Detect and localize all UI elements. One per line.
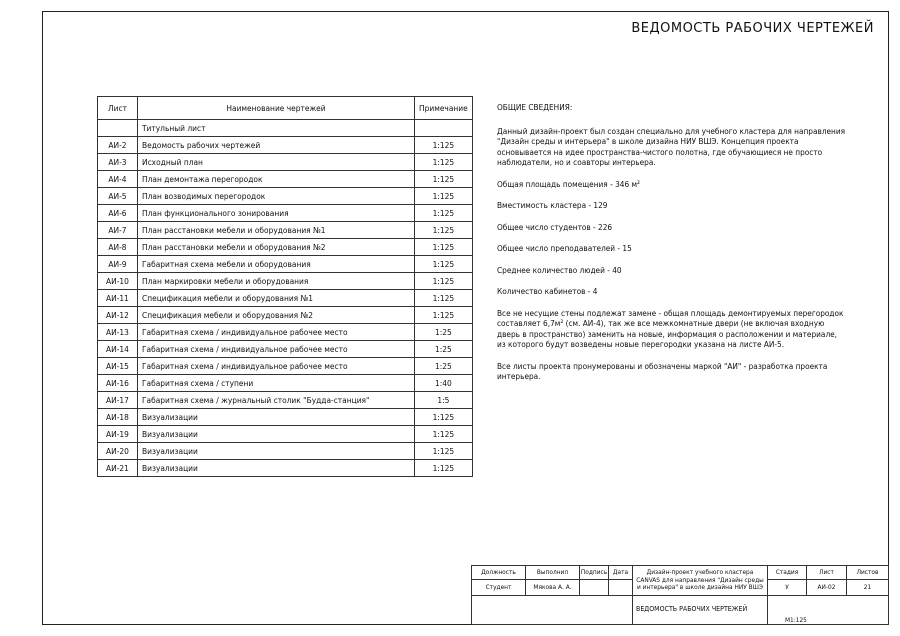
row-sheet: АИ-17 xyxy=(98,392,138,409)
sheet-title: ВЕДОМОСТЬ РАБОЧИХ ЧЕРТЕЖЕЙ xyxy=(631,21,874,36)
general-area: Общая площадь помещения - 346 м² xyxy=(497,178,640,189)
row-note: 1:125 xyxy=(415,137,473,154)
row-name: План демонтажа перегородок xyxy=(138,171,415,188)
row-name: Визуализации xyxy=(138,460,415,477)
row-note: 1:125 xyxy=(415,290,473,307)
general-walls: Все не несущие стены подлежат замене - общая площадь демонтируемых перегородок составляет 6,7м² (см. АИ-4), так же все межкомнатные двери (не включая входную дверь в пространство) заменить на новые, информация о расположении и материале, из которого будут возведены новые перегородки указана на листе АИ-5. xyxy=(497,307,844,349)
row-note: 1:125 xyxy=(415,426,473,443)
row-note: 1:5 xyxy=(415,392,473,409)
row-sheet: АИ-10 xyxy=(98,273,138,290)
tb-signature xyxy=(579,579,609,596)
table-row xyxy=(98,324,473,341)
row-sheet: АИ-20 xyxy=(98,443,138,460)
row-note: 1:125 xyxy=(415,222,473,239)
header-sheet: Лист xyxy=(98,97,138,120)
row-note: 1:25 xyxy=(415,341,473,358)
row-sheet: АИ-15 xyxy=(98,358,138,375)
row-sheet: АИ-3 xyxy=(98,154,138,171)
table-row xyxy=(98,273,473,290)
row-name: Габаритная схема / журнальный столик "Будда-станция" xyxy=(138,392,415,409)
row-note: 1:125 xyxy=(415,443,473,460)
row-name: Габаритная схема / индивидуальное рабочее место xyxy=(138,324,415,341)
row-note: 1:40 xyxy=(415,375,473,392)
row-note: 1:125 xyxy=(415,239,473,256)
row-name: Габаритная схема / индивидуальное рабочее место xyxy=(138,341,415,358)
table-row xyxy=(98,443,473,460)
header-note: Примечание xyxy=(415,97,473,120)
tb-sheet-header: Лист xyxy=(806,565,847,580)
tb-date-header: Дата xyxy=(608,565,633,580)
row-sheet: АИ-18 xyxy=(98,409,138,426)
table-body xyxy=(98,120,473,477)
tb-scale: М1:125 xyxy=(785,616,807,624)
row-sheet: АИ-11 xyxy=(98,290,138,307)
row-name: Визуализации xyxy=(138,426,415,443)
table-row xyxy=(98,154,473,171)
tb-date xyxy=(608,579,633,596)
row-sheet: АИ-16 xyxy=(98,375,138,392)
general-capacity: Вместимость кластера - 129 xyxy=(497,200,608,210)
tb-sheet: АИ-02 xyxy=(806,579,847,596)
table-row xyxy=(98,205,473,222)
row-name: План возводимых перегородок xyxy=(138,188,415,205)
row-sheet: АИ-2 xyxy=(98,137,138,154)
row-sheet: АИ-7 xyxy=(98,222,138,239)
tb-doc-title: ВЕДОМОСТЬ РАБОЧИХ ЧЕРТЕЖЕЙ xyxy=(632,595,768,625)
general-marking: Все листы проекта пронумерованы и обозначены маркой "АИ" - разработка проекта интерьера. xyxy=(497,360,828,381)
row-note: 1:125 xyxy=(415,307,473,324)
row-name: План маркировки мебели и оборудования xyxy=(138,273,415,290)
row-name: Исходный план xyxy=(138,154,415,171)
general-header: ОБЩИЕ СВЕДЕНИЯ: xyxy=(497,102,573,112)
table-row xyxy=(98,409,473,426)
table-row xyxy=(98,137,473,154)
row-name: Титульный лист xyxy=(138,120,415,137)
row-name: Габаритная схема мебели и оборудования xyxy=(138,256,415,273)
row-name: Спецификация мебели и оборудования №2 xyxy=(138,307,415,324)
row-note: 1:125 xyxy=(415,409,473,426)
row-note xyxy=(415,120,473,137)
row-name: План функционального зонирования xyxy=(138,205,415,222)
table-row xyxy=(98,171,473,188)
table-row xyxy=(98,460,473,477)
row-sheet: АИ-6 xyxy=(98,205,138,222)
row-note: 1:25 xyxy=(415,358,473,375)
row-name: Габаритная схема / ступени xyxy=(138,375,415,392)
tb-executed-header: Выполнил xyxy=(525,565,580,580)
title-block xyxy=(471,565,889,625)
table-row xyxy=(98,307,473,324)
tb-project: Дизайн-проект учебного кластера CANVAS для направления "Дизайн среды и интерьера" в школе дизайна НИУ ВШЭ xyxy=(632,565,768,596)
row-note: 1:125 xyxy=(415,256,473,273)
tb-signature-header: Подпись xyxy=(579,565,609,580)
row-note: 1:125 xyxy=(415,171,473,188)
tb-role: Студент xyxy=(471,579,526,596)
tb-executed: Мякова А. А. xyxy=(525,579,580,596)
drawings-table xyxy=(97,96,473,477)
row-note: 1:125 xyxy=(415,460,473,477)
row-name: Визуализации xyxy=(138,409,415,426)
table-row xyxy=(98,188,473,205)
general-intro: Данный дизайн-проект был создан специально для учебного кластера для направления "Дизайн среды и интерьера" в школе дизайна НИУ ВШЭ. Концепция проекта основывается на идее пространства-чистого полотна, где обучающиеся не просто наблюдатели, но и соавторы интерьера. xyxy=(497,125,846,167)
table-row xyxy=(98,426,473,443)
general-teachers: Общее число преподавателей - 15 xyxy=(497,243,632,253)
general-students: Общее число студентов - 226 xyxy=(497,221,613,232)
table-header-row xyxy=(98,97,473,120)
row-sheet: АИ-5 xyxy=(98,188,138,205)
row-sheet: АИ-13 xyxy=(98,324,138,341)
row-name: Визуализации xyxy=(138,443,415,460)
table-row xyxy=(98,222,473,239)
table-row xyxy=(98,358,473,375)
row-sheet: АИ-12 xyxy=(98,307,138,324)
table-row xyxy=(98,375,473,392)
header-name: Наименование чертежей xyxy=(138,97,415,120)
row-sheet: АИ-21 xyxy=(98,460,138,477)
row-sheet: АИ-8 xyxy=(98,239,138,256)
row-note: 1:125 xyxy=(415,188,473,205)
row-name: Спецификация мебели и оборудования №1 xyxy=(138,290,415,307)
tb-role-header: Должность xyxy=(471,565,526,580)
row-note: 1:125 xyxy=(415,205,473,222)
row-name: Габаритная схема / индивидуальное рабочее место xyxy=(138,358,415,375)
tb-empty-left xyxy=(471,595,633,625)
general-info xyxy=(497,102,847,393)
table-row xyxy=(98,392,473,409)
row-sheet: АИ-14 xyxy=(98,341,138,358)
row-note: 1:125 xyxy=(415,273,473,290)
table-row xyxy=(98,341,473,358)
tb-stage-header: Стадия xyxy=(767,565,807,580)
row-sheet: АИ-9 xyxy=(98,256,138,273)
row-name: План расстановки мебели и оборудования №1 xyxy=(138,222,415,239)
row-note: 1:125 xyxy=(415,154,473,171)
row-sheet: АИ-19 xyxy=(98,426,138,443)
general-avg-people: Среднее количество людей - 40 xyxy=(497,264,622,275)
row-sheet xyxy=(98,120,138,137)
row-name: Ведомость рабочих чертежей xyxy=(138,137,415,154)
tb-stage: У xyxy=(767,579,807,596)
tb-sheets-header: Листов xyxy=(846,565,889,580)
general-rooms: Количество кабинетов - 4 xyxy=(497,286,598,296)
row-sheet: АИ-4 xyxy=(98,171,138,188)
row-note: 1:25 xyxy=(415,324,473,341)
table-row xyxy=(98,239,473,256)
row-name: План расстановки мебели и оборудования №2 xyxy=(138,239,415,256)
tb-sheets: 21 xyxy=(846,579,889,596)
table-row xyxy=(98,290,473,307)
table-row xyxy=(98,120,473,137)
table-row xyxy=(98,256,473,273)
